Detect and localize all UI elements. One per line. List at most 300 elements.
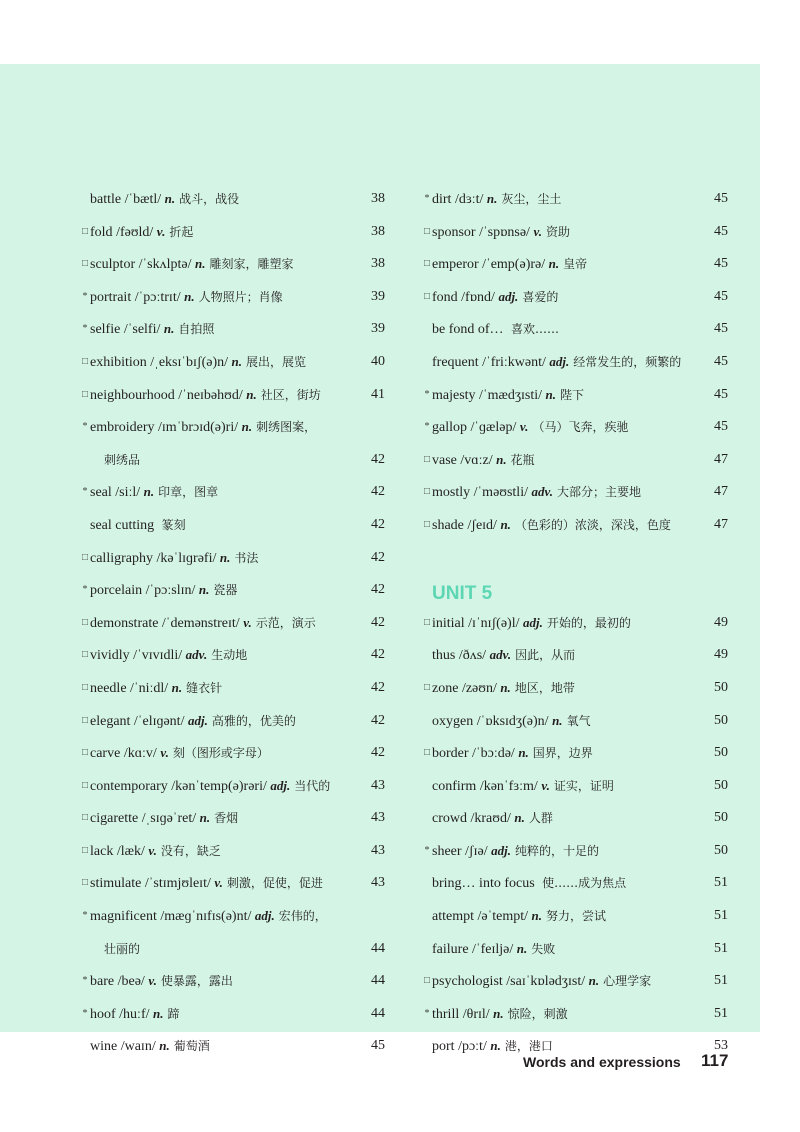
entry-phonetic: /læk/ xyxy=(116,843,145,859)
entry-part-of-speech: n. xyxy=(164,191,176,206)
entry-text xyxy=(432,867,626,901)
vocabulary-entry xyxy=(422,998,728,1031)
square-marker-icon: □ xyxy=(81,388,89,400)
entry-page-number: 42 xyxy=(371,549,385,565)
entry-page-number: 50 xyxy=(714,712,728,728)
entry-text xyxy=(432,770,614,804)
entry-text xyxy=(90,737,269,771)
entry-text xyxy=(432,509,671,543)
vocabulary-entry xyxy=(80,313,385,346)
entry-meaning: 港，港口 xyxy=(504,1039,553,1054)
entry-text xyxy=(90,607,316,641)
entry-word: elegant xyxy=(90,713,131,729)
entry-meaning: 资助 xyxy=(545,224,570,239)
entry-word: bare xyxy=(90,974,115,990)
vocabulary-panel xyxy=(0,64,760,1055)
vocabulary-entry xyxy=(80,1030,385,1063)
entry-text xyxy=(432,607,631,641)
entry-part-of-speech: n. xyxy=(231,353,243,369)
entry-meaning: 刺绣品 xyxy=(104,452,141,467)
entry-phonetic: /ˈniːdl/ xyxy=(130,680,169,696)
entry-part-of-speech: n. xyxy=(486,191,498,206)
vocabulary-entry xyxy=(422,867,728,900)
vocabulary-entry xyxy=(422,411,728,444)
vocabulary-entry xyxy=(80,542,385,575)
vocabulary-entry xyxy=(80,835,385,868)
entry-phonetic: /ˈfeɪljə/ xyxy=(472,941,514,957)
entry-word: contemporary xyxy=(90,778,168,794)
entry-page-number: 40 xyxy=(371,353,385,369)
entry-word: port xyxy=(432,1039,455,1055)
entry-text xyxy=(90,313,214,347)
entry-phonetic: /ˈpɔːslɪn/ xyxy=(145,583,196,599)
asterisk-marker-icon: * xyxy=(82,1007,88,1019)
entry-text xyxy=(432,411,628,445)
entry-word: needle xyxy=(90,680,127,696)
vocabulary-entry xyxy=(422,672,728,705)
footer-section-title: Words and expressions xyxy=(523,1054,681,1070)
entry-phonetic: /ˈdemənstreɪt/ xyxy=(161,615,240,631)
vocabulary-entry xyxy=(80,444,385,477)
entry-page-number: 51 xyxy=(714,875,728,891)
entry-meaning: 失败 xyxy=(531,941,556,956)
vocabulary-entry xyxy=(80,737,385,770)
entry-text xyxy=(90,998,180,1032)
entry-word: confirm xyxy=(432,778,477,794)
asterisk-marker-icon: * xyxy=(424,1007,430,1019)
asterisk-marker-icon: * xyxy=(82,290,88,302)
entry-part-of-speech: v. xyxy=(533,223,542,239)
square-marker-icon: □ xyxy=(423,747,431,759)
entry-part-of-speech: n. xyxy=(199,810,211,826)
entry-text xyxy=(90,672,222,706)
entry-phonetic: /ˈɒksɪdʒ(ə)n/ xyxy=(476,713,549,729)
entry-meaning: 使……成为焦点 xyxy=(542,876,627,891)
entry-meaning: 书法 xyxy=(234,550,259,565)
entry-text xyxy=(104,933,140,967)
entry-page-number: 43 xyxy=(371,842,385,858)
vocabulary-entry xyxy=(80,183,385,216)
vocabulary-entry xyxy=(422,281,728,314)
entry-part-of-speech: adj. xyxy=(187,712,208,728)
entry-part-of-speech: n. xyxy=(159,1038,170,1054)
entry-phonetic: /ɪmˈbrɔɪd(ə)ri/ xyxy=(158,420,239,436)
vocabulary-column-left xyxy=(80,183,385,1063)
square-marker-icon: □ xyxy=(81,844,89,856)
entry-word: seal cutting xyxy=(90,517,155,533)
spacer xyxy=(422,542,728,575)
entry-word: seal xyxy=(90,485,112,501)
vocabulary-entry xyxy=(80,900,385,933)
unit-heading: UNIT 5 xyxy=(432,583,493,605)
entry-meaning: 刺绣图案， xyxy=(256,420,317,435)
entry-text xyxy=(90,183,239,217)
entry-phonetic: /kɑːv/ xyxy=(123,746,157,762)
entry-meaning: 喜欢…… xyxy=(511,322,560,337)
entry-word: initial xyxy=(432,615,465,631)
vocabulary-entry xyxy=(80,705,385,738)
entry-word: gallop xyxy=(432,420,467,436)
entry-word: mostly xyxy=(432,485,471,501)
asterisk-marker-icon: * xyxy=(82,421,88,433)
entry-part-of-speech: adv. xyxy=(489,647,512,663)
entry-phonetic: /ˈbætl/ xyxy=(124,192,162,207)
entry-page-number: 42 xyxy=(371,582,385,598)
vocabulary-entry xyxy=(80,672,385,705)
entry-part-of-speech: n. xyxy=(184,288,195,304)
entry-part-of-speech: adv. xyxy=(531,484,554,500)
entry-text xyxy=(90,216,193,250)
vocabulary-entry xyxy=(80,998,385,1031)
entry-part-of-speech: n. xyxy=(143,484,155,500)
entry-part-of-speech: n. xyxy=(153,1005,164,1021)
asterisk-marker-icon: * xyxy=(424,388,430,400)
entry-text xyxy=(432,639,575,673)
entry-text xyxy=(90,802,238,836)
entry-phonetic: /ˈbɔːdə/ xyxy=(472,746,515,762)
entry-page-number: 50 xyxy=(714,810,728,826)
entry-meaning: 壮丽的 xyxy=(104,941,141,956)
entry-phonetic: /kənˈtemp(ə)rəri/ xyxy=(171,778,267,794)
entry-word: fold xyxy=(90,224,113,240)
entry-phonetic: /kəˈlɪɡrəfi/ xyxy=(156,550,217,566)
entry-word: zone xyxy=(432,680,459,696)
entry-part-of-speech: n. xyxy=(516,940,528,956)
vocabulary-entry xyxy=(80,607,385,640)
square-marker-icon: □ xyxy=(81,616,89,628)
entry-phonetic: /vɑːz/ xyxy=(460,452,493,468)
entry-meaning: 高雅的，优美的 xyxy=(211,713,296,728)
entry-part-of-speech: v. xyxy=(541,777,550,793)
entry-text xyxy=(432,216,570,250)
entry-word: battle xyxy=(90,192,122,207)
entry-phonetic: /fəʊld/ xyxy=(116,224,154,240)
entry-page-number: 42 xyxy=(371,614,385,630)
entry-word: selfie xyxy=(90,322,121,338)
entry-part-of-speech: v. xyxy=(148,842,157,858)
entry-page-number: 50 xyxy=(714,679,728,695)
vocabulary-entry xyxy=(80,216,385,249)
entry-page-number: 39 xyxy=(371,321,385,337)
entry-text xyxy=(432,248,587,282)
entry-text xyxy=(90,346,306,380)
entry-word: carve xyxy=(90,746,121,762)
vocabulary-entry xyxy=(80,802,385,835)
entry-word: sheer xyxy=(432,843,462,859)
asterisk-marker-icon: * xyxy=(424,844,430,856)
entry-meaning: 纯粹的，十足的 xyxy=(514,843,599,858)
entry-word: magnificent xyxy=(90,909,157,925)
entry-phonetic: /huːf/ xyxy=(119,1006,150,1022)
vocabulary-entry xyxy=(422,770,728,803)
entry-part-of-speech: adj. xyxy=(270,777,291,793)
entry-text xyxy=(432,281,558,315)
entry-part-of-speech: v. xyxy=(156,223,166,239)
entry-page-number: 43 xyxy=(371,777,385,793)
entry-text xyxy=(90,411,316,445)
entry-part-of-speech: n. xyxy=(198,582,210,598)
entry-part-of-speech: v. xyxy=(148,973,157,989)
entry-word: be fond of… xyxy=(432,322,504,338)
entry-page-number: 39 xyxy=(371,288,385,304)
entry-meaning: 因此，从而 xyxy=(515,648,576,663)
entry-page-number: 45 xyxy=(714,353,728,369)
entry-part-of-speech: adj. xyxy=(498,288,519,304)
entry-meaning: 证实，证明 xyxy=(553,778,614,793)
entry-part-of-speech: n. xyxy=(171,679,183,695)
entry-part-of-speech: n. xyxy=(500,516,511,532)
entry-word: demonstrate xyxy=(90,615,159,631)
entry-meaning: 人物照片；肖像 xyxy=(198,289,283,304)
entry-part-of-speech: n. xyxy=(496,451,507,467)
vocabulary-entry xyxy=(422,476,728,509)
entry-word: vividly xyxy=(90,648,130,664)
entry-text xyxy=(90,705,296,739)
entry-meaning: （马）飞奔，疾驰 xyxy=(532,420,629,435)
entry-text xyxy=(432,933,555,967)
square-marker-icon: □ xyxy=(423,518,431,530)
entry-phonetic: /ˈelɪɡənt/ xyxy=(133,713,185,729)
entry-text xyxy=(90,639,247,673)
asterisk-marker-icon: * xyxy=(424,193,430,204)
entry-phonetic: /θrɪl/ xyxy=(462,1006,490,1022)
entry-meaning: 使暴露，露出 xyxy=(160,974,233,989)
entry-word: shade xyxy=(432,517,464,533)
entry-word: hoof xyxy=(90,1006,116,1022)
vocabulary-entry xyxy=(80,411,385,444)
entry-word: embroidery xyxy=(90,420,155,436)
entry-phonetic: /ˈspɒnsə/ xyxy=(479,224,530,240)
entry-phonetic: /fɒnd/ xyxy=(461,289,495,305)
entry-phonetic: /ˈmædʒɪsti/ xyxy=(479,387,543,403)
entry-word: thus xyxy=(432,648,456,664)
entry-part-of-speech: v. xyxy=(519,419,529,435)
square-marker-icon: □ xyxy=(423,290,431,302)
square-marker-icon: □ xyxy=(81,225,89,237)
entry-meaning: 皇帝 xyxy=(563,257,588,272)
entry-phonetic: /ˈstɪmjʊleɪt/ xyxy=(144,876,211,892)
entry-phonetic: /əˈtempt/ xyxy=(477,909,529,925)
entry-word: cigarette xyxy=(90,811,139,827)
entry-word: portrait xyxy=(90,289,132,305)
square-marker-icon: □ xyxy=(423,258,431,270)
entry-text xyxy=(90,574,237,608)
entry-phonetic: /ˈemp(ə)rə/ xyxy=(482,257,546,273)
entry-part-of-speech: adj. xyxy=(254,908,275,924)
square-marker-icon: □ xyxy=(81,812,89,824)
entry-meaning: 展出，展览 xyxy=(246,354,307,369)
entry-page-number: 44 xyxy=(371,973,385,989)
entry-word: vase xyxy=(432,452,457,468)
entry-text xyxy=(90,248,294,282)
entry-page-number: 41 xyxy=(371,386,385,402)
vocabulary-entry xyxy=(422,444,728,477)
asterisk-marker-icon: * xyxy=(82,486,88,498)
vocabulary-entry xyxy=(422,216,728,249)
entry-text xyxy=(432,379,584,413)
entry-part-of-speech: n. xyxy=(500,679,511,695)
entry-page-number: 38 xyxy=(371,223,385,239)
entry-word: frequent xyxy=(432,354,479,370)
vocabulary-entry xyxy=(80,574,385,607)
entry-phonetic: /waɪn/ xyxy=(120,1039,156,1055)
entry-phonetic: /kənˈfɜːm/ xyxy=(479,778,538,794)
entry-meaning: 刺激，促使，促进 xyxy=(226,876,323,891)
entry-meaning: 国界，边界 xyxy=(532,746,593,761)
entry-meaning: 没有，缺乏 xyxy=(160,843,221,858)
vocabulary-entry xyxy=(422,802,728,835)
square-marker-icon: □ xyxy=(423,681,431,693)
entry-word: wine xyxy=(90,1039,118,1055)
entry-phonetic: /ˈɡæləp/ xyxy=(470,420,517,436)
entry-part-of-speech: n. xyxy=(552,712,563,728)
entry-page-number: 47 xyxy=(714,484,728,500)
entry-meaning: 当代的 xyxy=(294,778,331,793)
vocabulary-entry xyxy=(80,867,385,900)
entry-page-number: 50 xyxy=(714,842,728,858)
entry-word: lack xyxy=(90,843,114,859)
entry-meaning: 花瓶 xyxy=(510,452,535,467)
entry-phonetic: /kraʊd/ xyxy=(470,811,511,827)
entry-text xyxy=(90,1030,210,1064)
entry-part-of-speech: n. xyxy=(219,549,231,565)
vocabulary-entry xyxy=(422,705,728,738)
entry-word: fond xyxy=(432,289,458,305)
entry-word: bring… into focus xyxy=(432,876,535,892)
entry-page-number: 42 xyxy=(371,484,385,500)
square-marker-icon: □ xyxy=(81,877,89,889)
square-marker-icon: □ xyxy=(81,779,89,791)
entry-meaning: 折起 xyxy=(169,224,194,239)
entry-page-number: 51 xyxy=(714,940,728,956)
vocabulary-entry xyxy=(80,476,385,509)
entry-text xyxy=(432,900,606,934)
entry-meaning: 雕刻家，雕塑家 xyxy=(209,257,294,272)
asterisk-marker-icon: * xyxy=(82,323,88,335)
entry-part-of-speech: n. xyxy=(545,386,557,402)
entry-part-of-speech: v. xyxy=(160,745,169,761)
entry-text xyxy=(432,183,561,217)
entry-part-of-speech: n. xyxy=(588,973,600,989)
entry-meaning: 努力，尝试 xyxy=(546,909,607,924)
entry-text xyxy=(432,965,651,999)
entry-page-number: 53 xyxy=(714,1038,728,1054)
entry-meaning: 示范，演示 xyxy=(255,615,316,630)
entry-word: emperor xyxy=(432,257,479,273)
entry-text xyxy=(432,313,559,347)
entry-phonetic: /ˈməʊstli/ xyxy=(473,485,528,501)
asterisk-marker-icon: * xyxy=(82,975,88,987)
entry-meaning: 惊险，刺激 xyxy=(507,1006,568,1021)
entry-meaning: 氧气 xyxy=(566,713,591,728)
entry-phonetic: /zəʊn/ xyxy=(461,680,497,696)
entry-word: thrill xyxy=(432,1006,460,1022)
entry-text xyxy=(90,965,233,999)
entry-text xyxy=(90,281,283,315)
entry-page-number: 45 xyxy=(714,321,728,337)
entry-meaning: 灰尘，尘土 xyxy=(501,192,562,206)
vocabulary-entry xyxy=(422,835,728,868)
entry-page-number: 51 xyxy=(714,973,728,989)
asterisk-marker-icon: * xyxy=(424,421,430,433)
entry-text xyxy=(432,998,568,1032)
entry-page-number: 42 xyxy=(371,679,385,695)
entry-phonetic: /siːl/ xyxy=(115,485,141,501)
square-marker-icon: □ xyxy=(81,355,89,367)
entry-word: calligraphy xyxy=(90,550,153,566)
entry-phonetic: /ˌeksɪˈbɪʃ(ə)n/ xyxy=(150,354,229,370)
vocabulary-entry xyxy=(422,509,728,542)
entry-meaning: 心理学家 xyxy=(603,974,652,989)
vocabulary-entry xyxy=(422,965,728,998)
vocabulary-entry xyxy=(80,346,385,379)
entry-phonetic: /ˈvɪvɪdli/ xyxy=(133,648,183,664)
entry-part-of-speech: adj. xyxy=(491,842,511,858)
entry-page-number: 43 xyxy=(371,810,385,826)
entry-phonetic: /ˌsɪɡəˈret/ xyxy=(141,811,197,827)
entry-text xyxy=(90,379,321,413)
entry-phonetic: /ˈpɔːtrɪt/ xyxy=(134,289,181,305)
vocabulary-entry xyxy=(80,248,385,281)
entry-text xyxy=(90,476,218,510)
entry-phonetic: /pɔːt/ xyxy=(458,1039,487,1055)
entry-page-number: 42 xyxy=(371,451,385,467)
entry-page-number: 42 xyxy=(371,712,385,728)
entry-meaning: 开始的，最初的 xyxy=(546,615,631,630)
square-marker-icon: □ xyxy=(81,681,89,693)
entry-meaning: 自拍照 xyxy=(178,322,215,337)
vocabulary-entry xyxy=(422,900,728,933)
vocabulary-entry xyxy=(422,737,728,770)
entry-meaning: 经常发生的，频繁的 xyxy=(573,354,682,369)
entry-page-number: 47 xyxy=(714,516,728,532)
entry-text xyxy=(432,802,553,836)
entry-page-number: 45 xyxy=(371,1038,385,1054)
vocabulary-entry xyxy=(422,313,728,346)
entry-page-number: 45 xyxy=(714,223,728,239)
square-marker-icon: □ xyxy=(423,616,431,628)
vocabulary-column-right xyxy=(422,183,728,1063)
entry-text xyxy=(90,900,327,934)
entry-phonetic: /ˈneɪbəhʊd/ xyxy=(178,387,243,403)
vocabulary-entry xyxy=(422,346,728,379)
entry-text xyxy=(432,705,591,739)
entry-page-number: 49 xyxy=(714,647,728,663)
entry-word: border xyxy=(432,746,469,762)
entry-word: failure xyxy=(432,941,469,957)
entry-meaning: 印章，图章 xyxy=(158,485,219,500)
vocabulary-entry xyxy=(80,770,385,803)
entry-part-of-speech: v. xyxy=(243,614,252,630)
vocabulary-entry xyxy=(80,509,385,542)
entry-part-of-speech: adj. xyxy=(522,614,543,630)
asterisk-marker-icon: * xyxy=(82,584,88,596)
entry-phonetic: /beə/ xyxy=(117,974,145,990)
entry-meaning: 缝衣针 xyxy=(186,680,223,695)
entry-meaning: 人群 xyxy=(528,811,553,826)
entry-page-number: 45 xyxy=(714,288,728,304)
entry-meaning: 喜爱的 xyxy=(522,289,559,304)
entry-word: sponsor xyxy=(432,224,476,240)
entry-page-number: 44 xyxy=(371,1005,385,1021)
entry-phonetic: /ˈselfi/ xyxy=(123,322,161,338)
footer-page-number: 117 xyxy=(701,1051,729,1070)
entry-part-of-speech: n. xyxy=(246,386,257,402)
entry-page-number: 43 xyxy=(371,875,385,891)
entry-word: dirt xyxy=(432,192,452,207)
entry-text xyxy=(90,770,330,804)
entry-part-of-speech: n. xyxy=(241,419,253,435)
